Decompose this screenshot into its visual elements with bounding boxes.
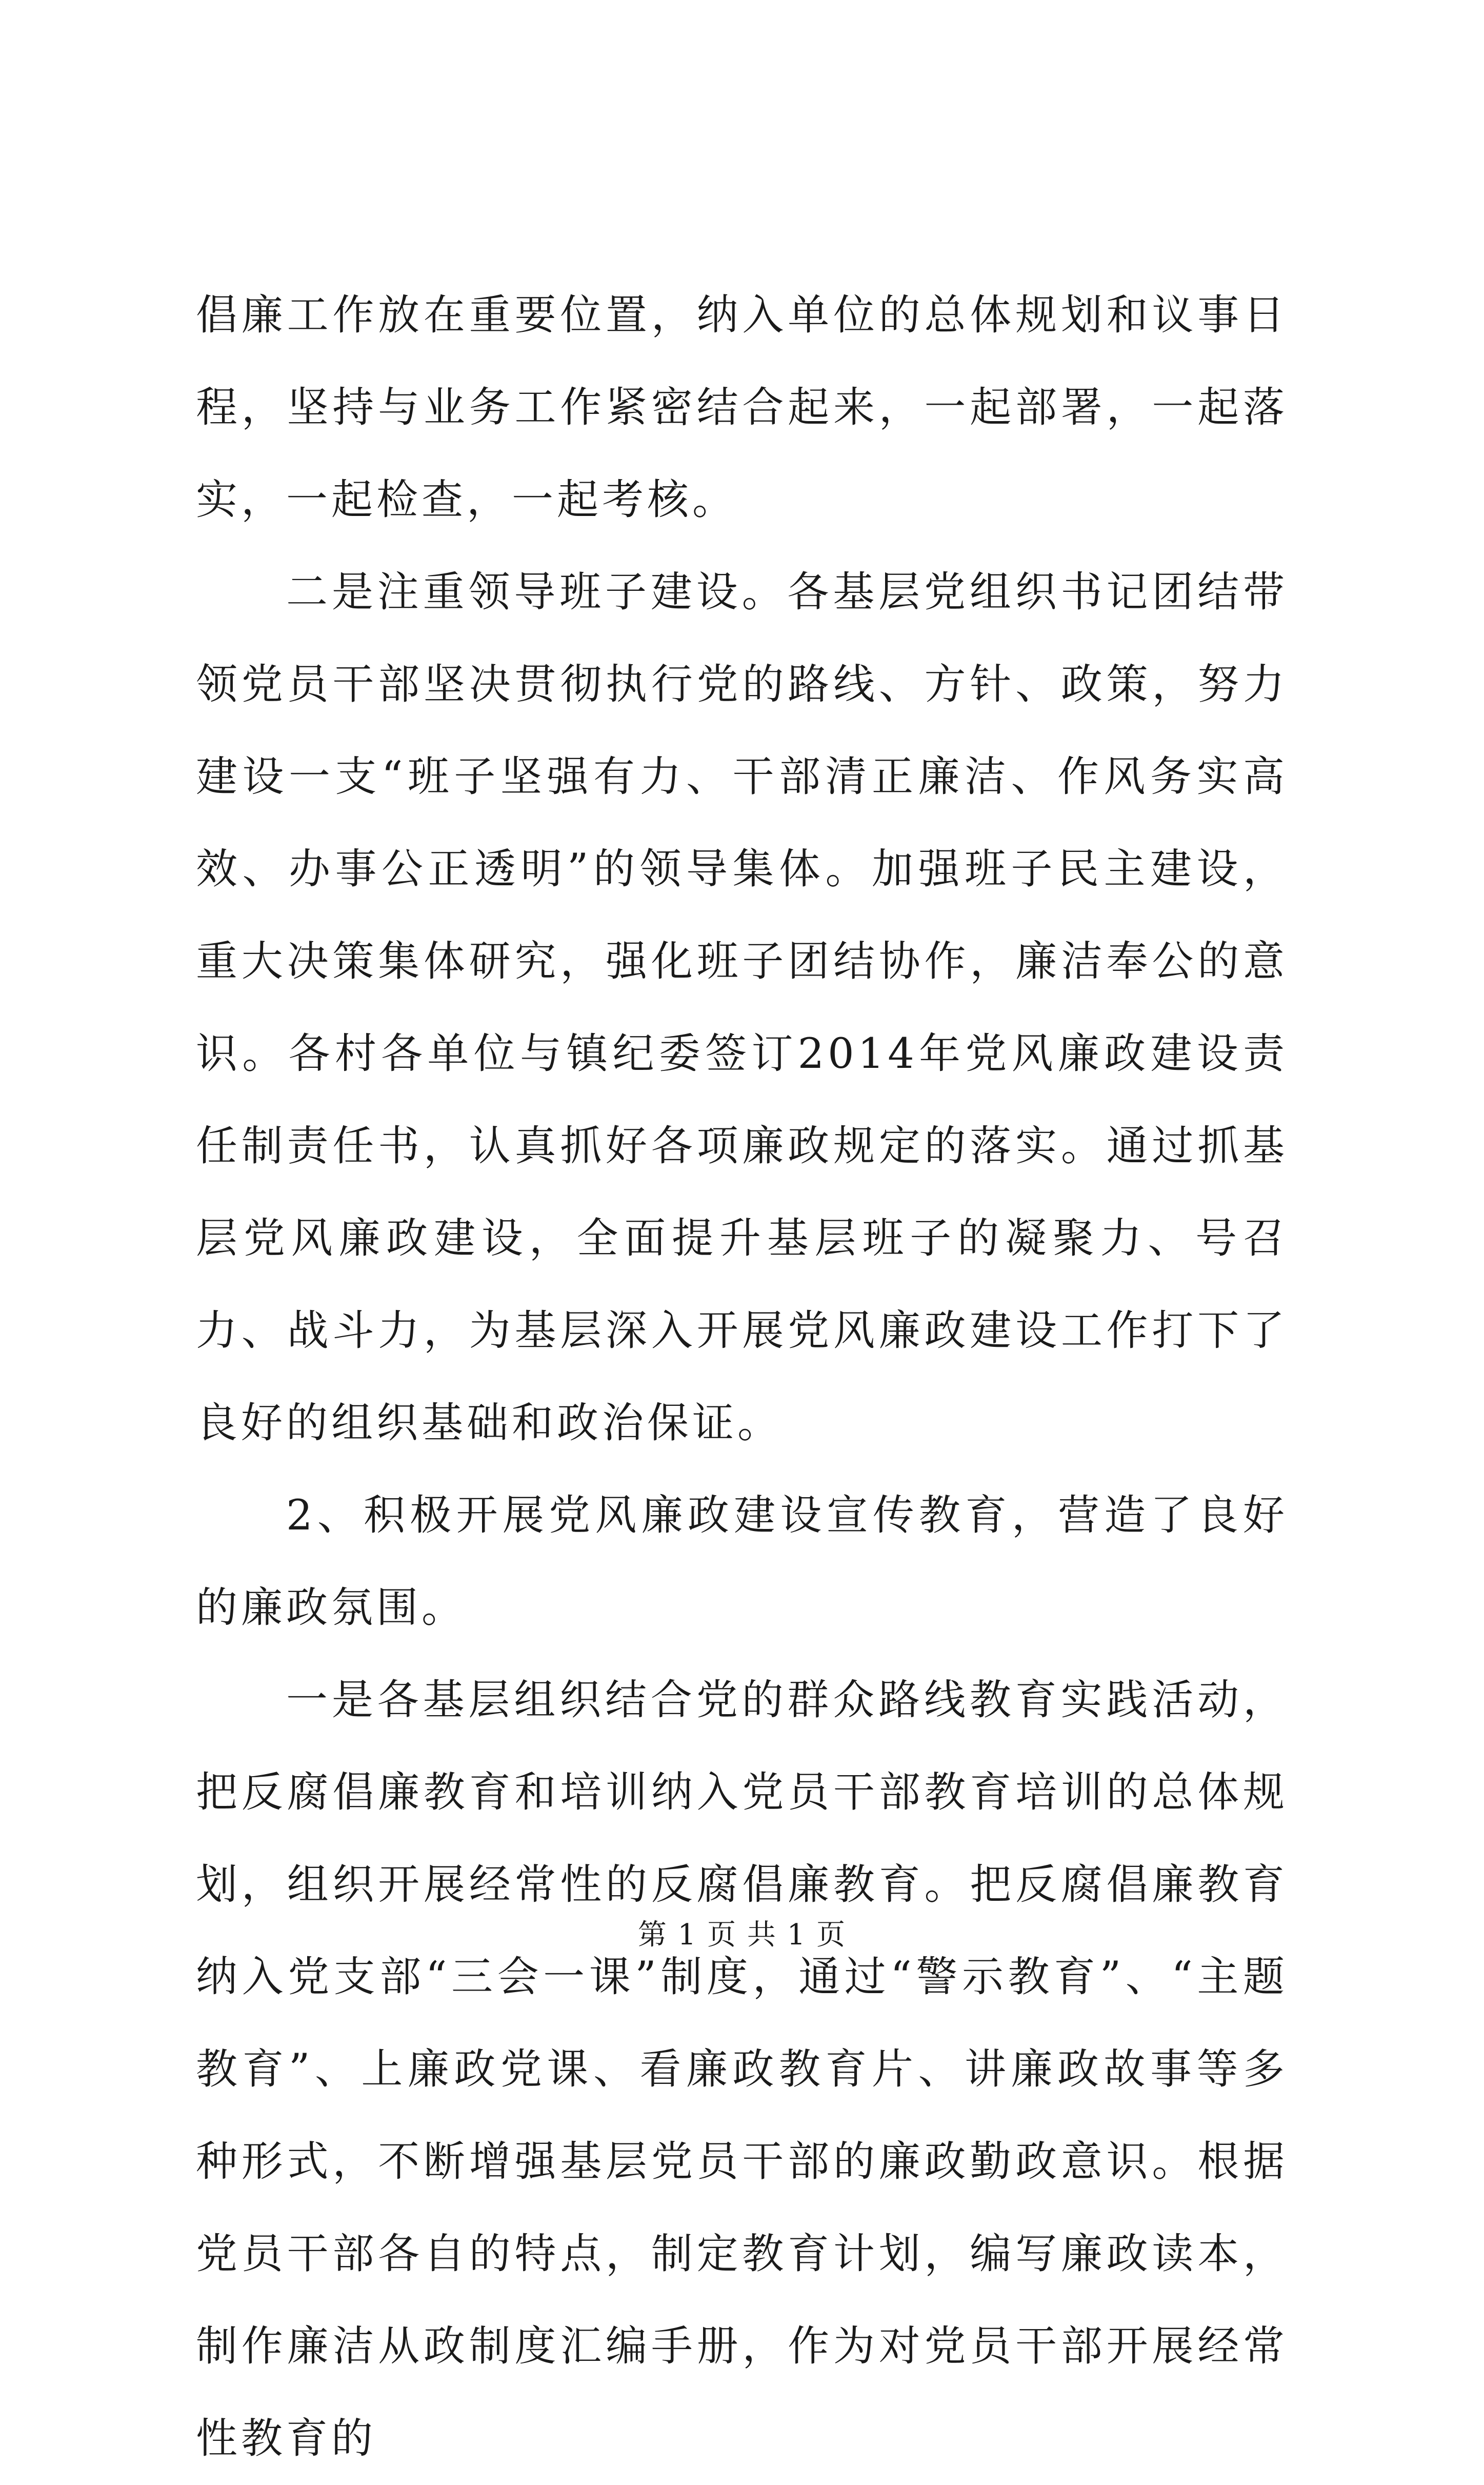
paragraph-4: 一是各基层组织结合党的群众路线教育实践活动，把反腐倡廉教育和培训纳入党员干部教育培训的总体规划，组织开展经常性的反腐倡廉教育。把反腐倡廉教育纳入党支部“三会一课”制度，通过“警示教育”、“主题教育”、上廉政党课、看廉政教育片、讲廉政故事等多种形式，不断增强基层党员干部的廉政勤政意识。根据党员干部各自的特点，制定教育计划，编写廉政读本，制作廉洁从政制度汇编手册，作为对党员干部开展经常性教育的: [196, 1676, 1288, 2463]
paragraph-2: 二是注重领导班子建设。各基层党组织书记团结带领党员干部坚决贯彻执行党的路线、方针、政策，努力建设一支“班子坚强有力、干部清正廉洁、作风务实高效、办事公正透明”的领导集体。加强班子民主建设，重大决策集体研究，强化班子团结协作，廉洁奉公的意识。各村各单位与镇纪委签订2014年党风廉政建设责任制责任书，认真抓好各项廉政规定的落实。通过抓基层党风廉政建设，全面提升基层班子的凝聚力、号召力、战斗力，为基层深入开展党风廉政建设工作打下了良好的组织基础和政治保证。: [196, 568, 1288, 1447]
paragraph-3: 2、积极开展党风廉政建设宣传教育，营造了良好的廉政氛围。: [196, 1492, 1288, 1632]
document-body: [196, 269, 1288, 2485]
page-number-footer: 第 1 页 共 1 页: [637, 1918, 847, 1952]
paragraph-1: 倡廉工作放在重要位置，纳入单位的总体规划和议事日程，坚持与业务工作紧密结合起来，一起部署，一起落实，一起检查，一起考核。: [196, 291, 1288, 524]
